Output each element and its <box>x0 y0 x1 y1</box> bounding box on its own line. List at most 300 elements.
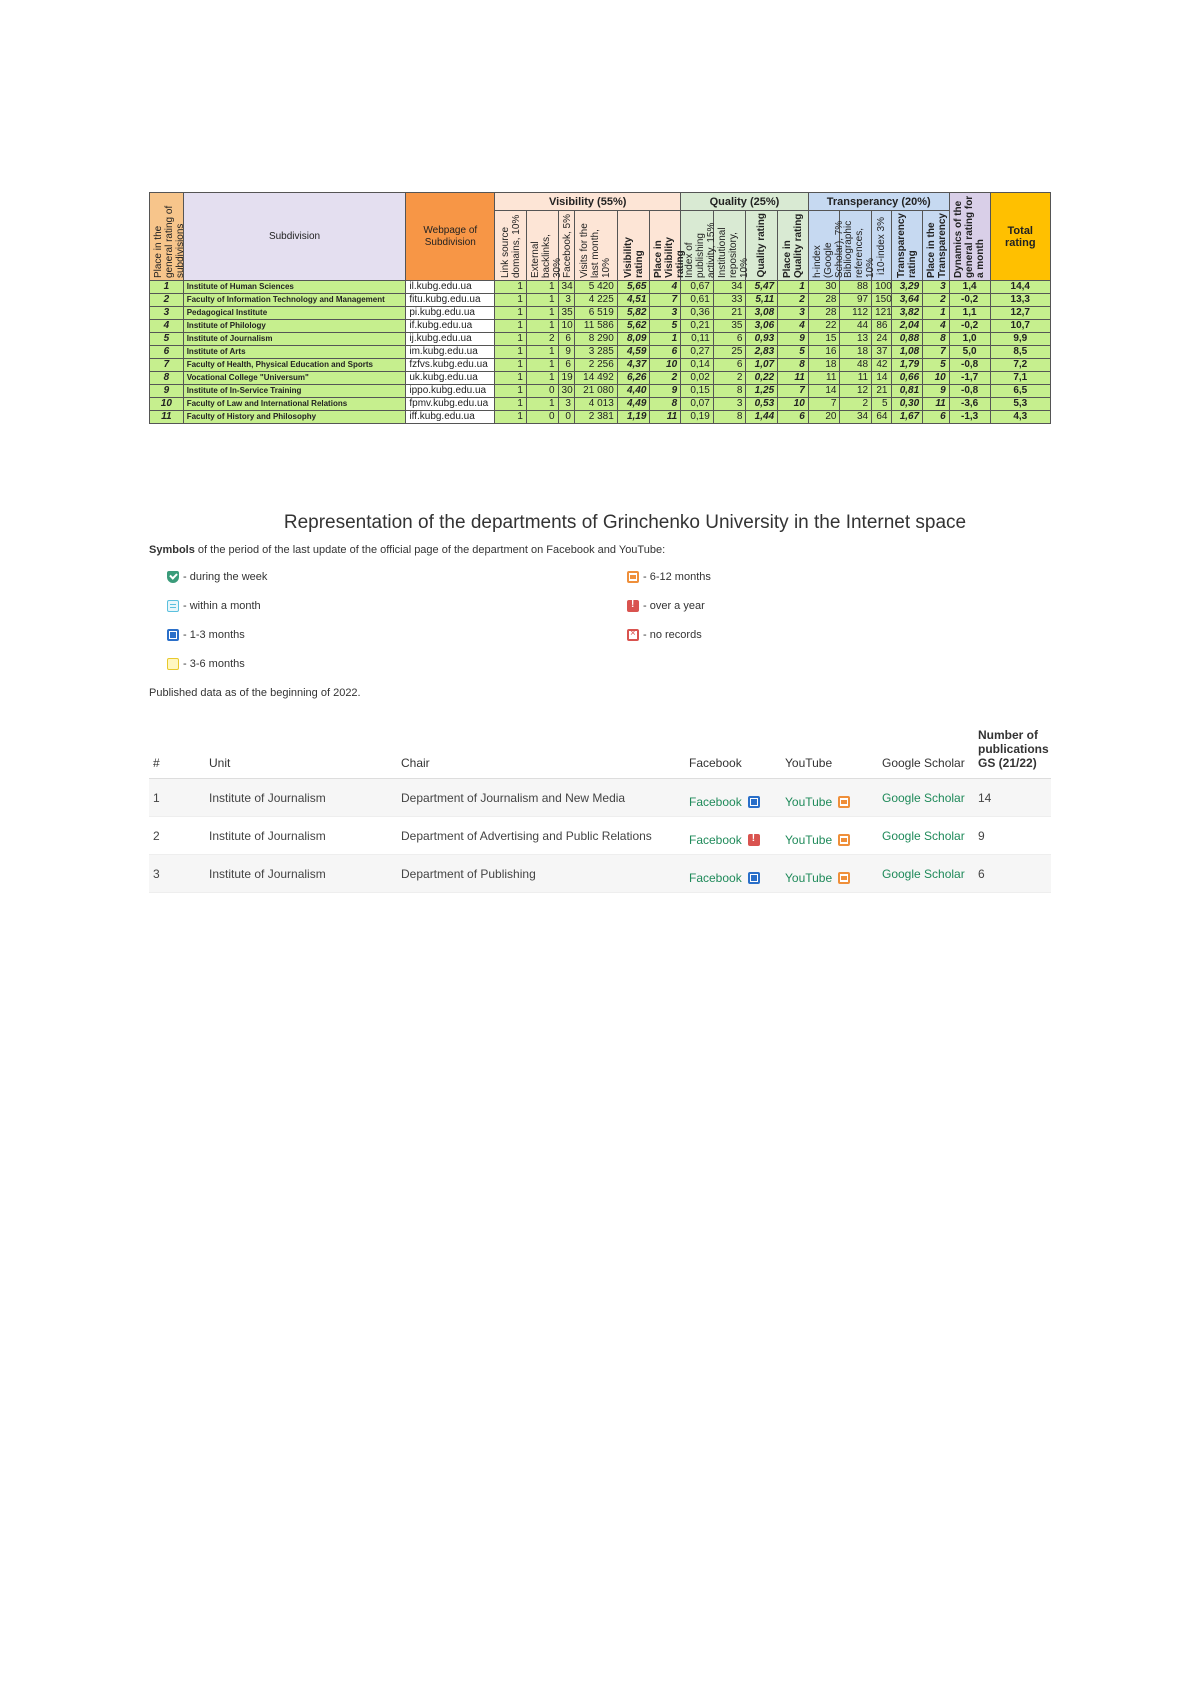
cell-pub: 0,27 <box>681 346 714 359</box>
cell-total: 14,4 <box>990 281 1050 294</box>
cell-web: uk.kubg.edu.ua <box>406 372 495 385</box>
cell-vr: 4,49 <box>617 398 650 411</box>
cell-rep: 2 <box>713 372 746 385</box>
table-row <box>150 411 1051 424</box>
google-scholar-link[interactable]: Google Scholar <box>882 790 965 805</box>
col-num: # <box>149 710 205 779</box>
cell-visits: 4 013 <box>574 398 617 411</box>
cell-rep: 21 <box>713 307 746 320</box>
cell-dyn: -0,2 <box>949 320 990 333</box>
group-visibility: Visibility (55%) <box>495 193 681 211</box>
col-chair: Chair <box>397 710 685 779</box>
cell-name: Faculty of History and Philosophy <box>183 411 406 424</box>
cell-bib: 88 <box>840 281 872 294</box>
cell-total: 5,3 <box>990 398 1050 411</box>
cell-bib: 44 <box>840 320 872 333</box>
cell-i10: 100 <box>872 281 891 294</box>
cell-fb: 0 <box>558 411 574 424</box>
cell-tr: 1,67 <box>891 411 923 424</box>
facebook-link[interactable]: Facebook <box>689 870 742 885</box>
cell-bib: 48 <box>840 359 872 372</box>
cell-dyn: 1,4 <box>949 281 990 294</box>
cell-pq: 4 <box>778 320 809 333</box>
cell-pq: 8 <box>778 359 809 372</box>
cell-tr: 3,82 <box>891 307 923 320</box>
youtube-cell <box>781 779 878 817</box>
cell-bl: 1 <box>526 320 558 333</box>
scholar-cell <box>878 779 974 817</box>
header-facebook: Facebook, 5% <box>558 211 574 281</box>
cell-name: Institute of Human Sciences <box>183 281 406 294</box>
cell-h: 28 <box>808 307 840 320</box>
row-unit: Institute of Journalism <box>205 779 397 817</box>
header-place-transparency: Place in the Transparency <box>923 211 950 281</box>
cell-rep: 6 <box>713 359 746 372</box>
calendar-blue-icon <box>748 872 760 884</box>
cell-vr: 4,40 <box>617 385 650 398</box>
cell-bib: 11 <box>840 372 872 385</box>
cell-pt: 9 <box>923 385 950 398</box>
table-row <box>150 385 1051 398</box>
legend-1-3 <box>167 629 245 641</box>
cell-qr: 5,11 <box>746 294 778 307</box>
cell-pv: 6 <box>650 346 681 359</box>
cell-visits: 11 586 <box>574 320 617 333</box>
cell-h: 16 <box>808 346 840 359</box>
cell-ld: 1 <box>495 281 527 294</box>
cell-bl: 1 <box>526 281 558 294</box>
cell-name: Faculty of Health, Physical Education and Sports <box>183 359 406 372</box>
cell-fb: 10 <box>558 320 574 333</box>
facebook-cell <box>685 817 781 855</box>
cell-pub: 0,07 <box>681 398 714 411</box>
cell-pt: 11 <box>923 398 950 411</box>
header-quality-rating: Quality rating <box>746 211 778 281</box>
cell-web: fitu.kubg.edu.ua <box>406 294 495 307</box>
cell-total: 6,5 <box>990 385 1050 398</box>
group-transparency: Transperancy (20%) <box>808 193 949 211</box>
cell-bl: 1 <box>526 372 558 385</box>
cell-pq: 2 <box>778 294 809 307</box>
legend-year-label: - over a year <box>643 600 705 612</box>
cell-i10: 21 <box>872 385 891 398</box>
cell-vr: 4,59 <box>617 346 650 359</box>
cell-qr: 1,07 <box>746 359 778 372</box>
header-total: Total rating <box>990 193 1050 281</box>
cell-tr: 1,08 <box>891 346 923 359</box>
cell-i10: 14 <box>872 372 891 385</box>
facebook-link[interactable]: Facebook <box>689 794 742 809</box>
cell-fb: 35 <box>558 307 574 320</box>
calendar-yellow-icon <box>167 658 179 670</box>
youtube-link[interactable]: YouTube <box>785 794 833 809</box>
cell-pv: 7 <box>650 294 681 307</box>
cell-dyn: -3,6 <box>949 398 990 411</box>
youtube-link[interactable]: YouTube <box>785 870 833 885</box>
header-i10: i10-index 3% <box>872 211 891 281</box>
table-row <box>150 359 1051 372</box>
cell-dyn: 1,0 <box>949 333 990 346</box>
cell-i10: 5 <box>872 398 891 411</box>
header-repository: Institutional repository, 10% <box>713 211 746 281</box>
cell-qr: 0,93 <box>746 333 778 346</box>
scholar-cell <box>878 817 974 855</box>
legend-3-6 <box>167 658 245 670</box>
cell-qr: 2,83 <box>746 346 778 359</box>
cell-pv: 2 <box>650 372 681 385</box>
legend-month <box>167 600 261 612</box>
cell-ld: 1 <box>495 333 527 346</box>
cell-pt: 5 <box>923 359 950 372</box>
cell-h: 30 <box>808 281 840 294</box>
cell-bib: 112 <box>840 307 872 320</box>
cell-name: Faculty of Law and International Relations <box>183 398 406 411</box>
header-backlinks: External backlinks, 30% <box>526 211 558 281</box>
youtube-link[interactable]: YouTube <box>785 832 833 847</box>
cell-pq: 1 <box>778 281 809 294</box>
cell-total: 9,9 <box>990 333 1050 346</box>
cell-dyn: 5,0 <box>949 346 990 359</box>
calendar-orange-icon <box>838 872 850 884</box>
header-place-visibility: Place in Visibility rating <box>650 211 681 281</box>
cell-web: if.kubg.edu.ua <box>406 320 495 333</box>
cell-rep: 25 <box>713 346 746 359</box>
cell-h: 14 <box>808 385 840 398</box>
cell-pv: 4 <box>650 281 681 294</box>
symbols-text: of the period of the last update of the official page of the department on Facebook and YouTube: <box>194 544 666 556</box>
cell-qr: 1,44 <box>746 411 778 424</box>
cell-pub: 0,61 <box>681 294 714 307</box>
cell-tr: 0,88 <box>891 333 923 346</box>
cell-total: 7,1 <box>990 372 1050 385</box>
cell-visits: 2 381 <box>574 411 617 424</box>
calendar-x-icon <box>627 629 639 641</box>
cell-bl: 1 <box>526 294 558 307</box>
facebook-cell <box>685 855 781 893</box>
row-chair: Department of Publishing <box>397 855 685 893</box>
legend-month-label: - within a month <box>183 600 261 612</box>
cell-rep: 34 <box>713 281 746 294</box>
header-visits: Visits for the last month, 10% <box>574 211 617 281</box>
symbols-intro <box>149 544 665 556</box>
cell-i10: 37 <box>872 346 891 359</box>
table-row <box>150 281 1051 294</box>
cell-place: 10 <box>150 398 184 411</box>
row-chair: Department of Advertising and Public Relations <box>397 817 685 855</box>
cell-total: 4,3 <box>990 411 1050 424</box>
youtube-cell <box>781 855 878 893</box>
cell-pt: 7 <box>923 346 950 359</box>
calendar-orange-icon <box>838 796 850 808</box>
cell-ld: 1 <box>495 398 527 411</box>
legend-6-12-label: - 6-12 months <box>643 571 711 583</box>
facebook-cell <box>685 779 781 817</box>
cell-rep: 8 <box>713 411 746 424</box>
col-facebook: Facebook <box>685 710 781 779</box>
table-row <box>150 294 1051 307</box>
calendar-orange-icon <box>627 571 639 583</box>
header-webpage: Webpage of Subdivision <box>406 193 495 281</box>
cell-visits: 3 285 <box>574 346 617 359</box>
cell-pt: 6 <box>923 411 950 424</box>
cell-bib: 18 <box>840 346 872 359</box>
cell-bib: 2 <box>840 398 872 411</box>
legend-year <box>627 600 705 612</box>
cell-tr: 0,81 <box>891 385 923 398</box>
cell-pub: 0,14 <box>681 359 714 372</box>
cell-dyn: -0,8 <box>949 359 990 372</box>
cell-place: 11 <box>150 411 184 424</box>
row-unit: Institute of Journalism <box>205 855 397 893</box>
cell-vr: 6,26 <box>617 372 650 385</box>
facebook-link[interactable]: Facebook <box>689 832 742 847</box>
row-num: 3 <box>149 855 205 893</box>
cell-tr: 2,04 <box>891 320 923 333</box>
cell-place: 5 <box>150 333 184 346</box>
cell-pub: 0,11 <box>681 333 714 346</box>
calendar-blue-icon <box>748 796 760 808</box>
calendar-blue-icon <box>167 629 179 641</box>
units-table <box>149 710 1051 893</box>
cell-vr: 5,82 <box>617 307 650 320</box>
cell-vr: 5,62 <box>617 320 650 333</box>
cell-qr: 0,22 <box>746 372 778 385</box>
youtube-cell <box>781 817 878 855</box>
cell-bib: 97 <box>840 294 872 307</box>
cell-place: 9 <box>150 385 184 398</box>
cell-pv: 8 <box>650 398 681 411</box>
list-icon <box>167 600 179 612</box>
scholar-cell <box>878 855 974 893</box>
legend-none <box>627 629 702 641</box>
header-h-index: h-index (Google Scholar), 7% <box>808 211 840 281</box>
cell-qr: 1,25 <box>746 385 778 398</box>
cell-name: Faculty of Information Technology and Management <box>183 294 406 307</box>
google-scholar-link[interactable]: Google Scholar <box>882 866 965 881</box>
cell-name: Institute of Philology <box>183 320 406 333</box>
cell-web: ij.kubg.edu.ua <box>406 333 495 346</box>
cell-fb: 3 <box>558 398 574 411</box>
cell-tr: 3,64 <box>891 294 923 307</box>
published-note: Published data as of the beginning of 2022. <box>149 687 361 699</box>
col-scholar: Google Scholar <box>878 710 974 779</box>
col-publications: Number of publications GS (21/22) <box>974 710 1051 779</box>
cell-qr: 5,47 <box>746 281 778 294</box>
cell-qr: 3,08 <box>746 307 778 320</box>
header-dynamics: Dynamics of the general rating for a month <box>949 193 990 281</box>
cell-pq: 10 <box>778 398 809 411</box>
cell-h: 20 <box>808 411 840 424</box>
cell-place: 6 <box>150 346 184 359</box>
cell-web: il.kubg.edu.ua <box>406 281 495 294</box>
header-transparency-rating: Transparency rating <box>891 211 923 281</box>
cell-rep: 8 <box>713 385 746 398</box>
cell-pq: 7 <box>778 385 809 398</box>
table-row <box>150 320 1051 333</box>
cell-pq: 9 <box>778 333 809 346</box>
header-place-quality: Place in Quality rating <box>778 211 809 281</box>
cell-place: 8 <box>150 372 184 385</box>
cell-bl: 1 <box>526 359 558 372</box>
table-row <box>149 855 1051 893</box>
cell-pt: 10 <box>923 372 950 385</box>
cell-pv: 9 <box>650 385 681 398</box>
cell-visits: 21 080 <box>574 385 617 398</box>
cell-web: fzfvs.kubg.edu.ua <box>406 359 495 372</box>
cell-pq: 11 <box>778 372 809 385</box>
cell-pub: 0,02 <box>681 372 714 385</box>
cell-place: 4 <box>150 320 184 333</box>
legend-week <box>167 571 267 583</box>
cell-fb: 34 <box>558 281 574 294</box>
cell-i10: 64 <box>872 411 891 424</box>
cell-pub: 0,15 <box>681 385 714 398</box>
cell-i10: 150 <box>872 294 891 307</box>
table-row <box>149 779 1051 817</box>
legend-week-label: - during the week <box>183 571 268 583</box>
header-publishing: Index of publishing activity, 15% <box>681 211 714 281</box>
table-row <box>150 307 1051 320</box>
row-publications: 6 <box>974 855 1051 893</box>
cell-total: 7,2 <box>990 359 1050 372</box>
cell-place: 2 <box>150 294 184 307</box>
cell-visits: 2 256 <box>574 359 617 372</box>
rating-table <box>149 192 1051 424</box>
cell-total: 12,7 <box>990 307 1050 320</box>
legend-6-12 <box>627 571 711 583</box>
cell-ld: 1 <box>495 385 527 398</box>
row-publications: 14 <box>974 779 1051 817</box>
cell-ld: 1 <box>495 307 527 320</box>
cell-bl: 1 <box>526 307 558 320</box>
cell-h: 28 <box>808 294 840 307</box>
check-shield-icon <box>167 571 179 583</box>
cell-h: 7 <box>808 398 840 411</box>
cell-vr: 4,37 <box>617 359 650 372</box>
cell-i10: 24 <box>872 333 891 346</box>
row-num: 1 <box>149 779 205 817</box>
table-row <box>150 372 1051 385</box>
cell-total: 13,3 <box>990 294 1050 307</box>
cell-h: 22 <box>808 320 840 333</box>
cell-ld: 1 <box>495 346 527 359</box>
cell-pv: 11 <box>650 411 681 424</box>
cell-tr: 1,79 <box>891 359 923 372</box>
cell-fb: 19 <box>558 372 574 385</box>
cell-h: 18 <box>808 359 840 372</box>
cell-place: 7 <box>150 359 184 372</box>
cell-bl: 0 <box>526 385 558 398</box>
group-quality: Quality (25%) <box>681 193 809 211</box>
cell-pv: 5 <box>650 320 681 333</box>
cell-i10: 121 <box>872 307 891 320</box>
alert-icon <box>627 600 639 612</box>
cell-qr: 0,53 <box>746 398 778 411</box>
cell-bib: 12 <box>840 385 872 398</box>
cell-h: 11 <box>808 372 840 385</box>
cell-name: Institute of Arts <box>183 346 406 359</box>
col-unit: Unit <box>205 710 397 779</box>
cell-ld: 1 <box>495 372 527 385</box>
table-row <box>150 398 1051 411</box>
legend-none-label: - no records <box>643 629 702 641</box>
cell-dyn: -0,8 <box>949 385 990 398</box>
cell-bl: 1 <box>526 398 558 411</box>
row-publications: 9 <box>974 817 1051 855</box>
cell-web: im.kubg.edu.ua <box>406 346 495 359</box>
table-row <box>150 333 1051 346</box>
row-unit: Institute of Journalism <box>205 817 397 855</box>
cell-place: 3 <box>150 307 184 320</box>
cell-tr: 0,66 <box>891 372 923 385</box>
cell-vr: 5,65 <box>617 281 650 294</box>
cell-pq: 6 <box>778 411 809 424</box>
cell-visits: 14 492 <box>574 372 617 385</box>
cell-visits: 5 420 <box>574 281 617 294</box>
cell-ld: 1 <box>495 359 527 372</box>
col-youtube: YouTube <box>781 710 878 779</box>
cell-pv: 1 <box>650 333 681 346</box>
cell-pq: 5 <box>778 346 809 359</box>
cell-pt: 8 <box>923 333 950 346</box>
cell-bl: 1 <box>526 346 558 359</box>
cell-dyn: -0,2 <box>949 294 990 307</box>
header-biblio: Bibliographic references, 10% <box>840 211 872 281</box>
table-row <box>150 346 1051 359</box>
cell-rep: 33 <box>713 294 746 307</box>
cell-pub: 0,36 <box>681 307 714 320</box>
cell-tr: 0,30 <box>891 398 923 411</box>
google-scholar-link[interactable]: Google Scholar <box>882 828 965 843</box>
legend-1-3-label: - 1-3 months <box>183 629 245 641</box>
cell-vr: 8,09 <box>617 333 650 346</box>
cell-bib: 13 <box>840 333 872 346</box>
cell-tr: 3,29 <box>891 281 923 294</box>
cell-name: Institute of Journalism <box>183 333 406 346</box>
cell-ld: 1 <box>495 411 527 424</box>
cell-name: Institute of In-Service Training <box>183 385 406 398</box>
cell-visits: 4 225 <box>574 294 617 307</box>
header-place: Place in the general rating of subdivisions <box>150 193 184 281</box>
cell-pt: 2 <box>923 294 950 307</box>
cell-i10: 86 <box>872 320 891 333</box>
alert-icon <box>748 834 760 846</box>
header-subdivision: Subdivision <box>183 193 406 281</box>
cell-fb: 9 <box>558 346 574 359</box>
symbols-bold: Symbols <box>149 544 195 556</box>
cell-pt: 3 <box>923 281 950 294</box>
cell-bib: 34 <box>840 411 872 424</box>
cell-name: Pedagogical Institute <box>183 307 406 320</box>
table-row <box>149 817 1051 855</box>
cell-web: fpmv.kubg.edu.ua <box>406 398 495 411</box>
cell-dyn: -1,7 <box>949 372 990 385</box>
cell-dyn: -1,3 <box>949 411 990 424</box>
cell-qr: 3,06 <box>746 320 778 333</box>
cell-h: 15 <box>808 333 840 346</box>
cell-pub: 0,21 <box>681 320 714 333</box>
cell-pv: 10 <box>650 359 681 372</box>
calendar-orange-icon <box>838 834 850 846</box>
cell-bl: 0 <box>526 411 558 424</box>
cell-visits: 6 519 <box>574 307 617 320</box>
cell-ld: 1 <box>495 294 527 307</box>
cell-fb: 6 <box>558 333 574 346</box>
cell-web: pi.kubg.edu.ua <box>406 307 495 320</box>
cell-pub: 0,67 <box>681 281 714 294</box>
legend-3-6-label: - 3-6 months <box>183 658 245 670</box>
cell-web: ippo.kubg.edu.ua <box>406 385 495 398</box>
